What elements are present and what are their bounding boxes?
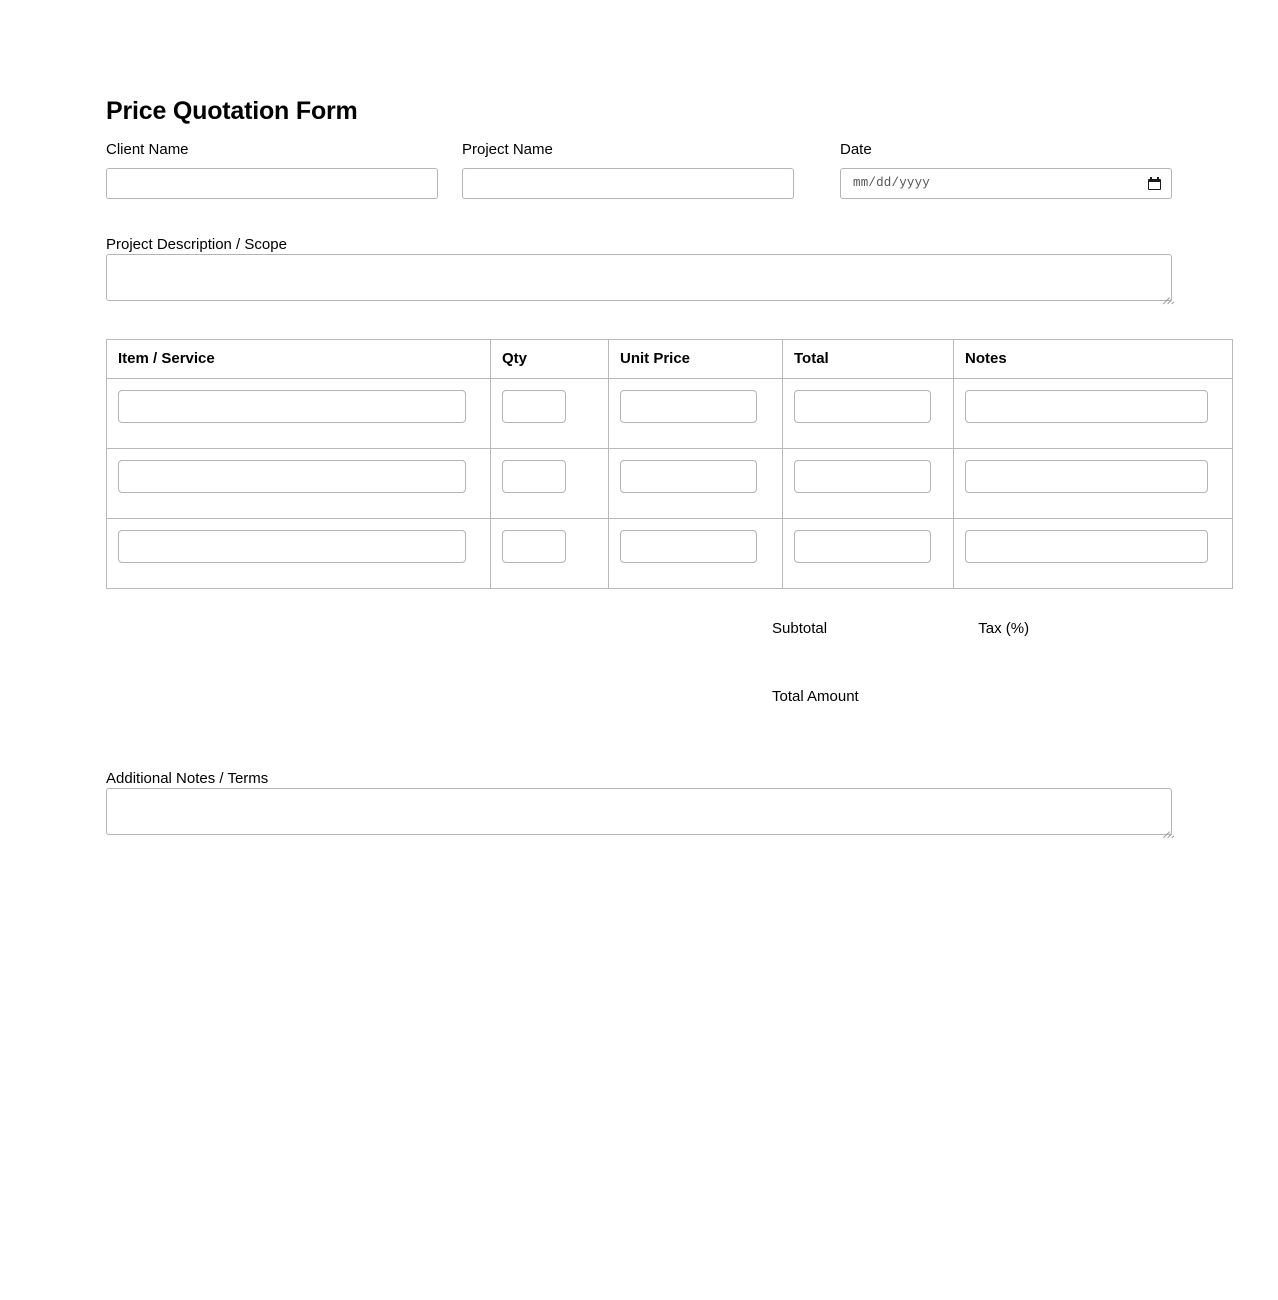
cell-notes (954, 448, 1233, 518)
table-row (107, 518, 1233, 588)
tax-label: Tax (%) (978, 619, 1030, 637)
row-3-unit-price-input[interactable] (620, 530, 757, 563)
date-label: Date (840, 140, 872, 158)
grand-total-row (106, 687, 1172, 706)
row-3-total-input[interactable] (794, 530, 931, 563)
row-1-qty-input[interactable] (502, 390, 566, 423)
line-items-head (107, 339, 1233, 378)
project-description-label: Project Description / Scope (106, 235, 287, 253)
cell-notes (954, 378, 1233, 448)
page-title: Price Quotation Form (106, 97, 358, 125)
row-1-unit-price-input[interactable] (620, 390, 757, 423)
cell-item (107, 378, 491, 448)
line-items-table (106, 339, 1233, 589)
table-row (107, 448, 1233, 518)
row-3-notes-input[interactable] (965, 530, 1208, 563)
row-2-total-input[interactable] (794, 460, 931, 493)
subtotal-label: Subtotal (772, 619, 828, 637)
row-2-item-input[interactable] (118, 460, 466, 493)
row-1-item-input[interactable] (118, 390, 466, 423)
date-placeholder-text: mm/dd/yyyy (853, 176, 931, 190)
client-name-field-group (106, 140, 438, 199)
column-header-notes: Notes (954, 339, 1233, 378)
totals-row (106, 619, 1172, 638)
table-row (107, 378, 1233, 448)
cell-qty (491, 378, 609, 448)
date-input[interactable] (840, 168, 1172, 199)
row-3-qty-input[interactable] (502, 530, 566, 563)
row-3-item-input[interactable] (118, 530, 466, 563)
row-2-unit-price-input[interactable] (620, 460, 757, 493)
cell-notes (954, 518, 1233, 588)
column-header-unit-price: Unit Price (609, 339, 783, 378)
column-header-qty: Qty (491, 339, 609, 378)
project-description-wrapper (106, 254, 1172, 301)
cell-unit-price (609, 448, 783, 518)
row-1-notes-input[interactable] (965, 390, 1208, 423)
additional-notes-wrapper (106, 788, 1172, 835)
client-name-label: Client Name (106, 140, 189, 158)
project-description-textarea[interactable] (106, 254, 1172, 301)
cell-total (783, 378, 954, 448)
client-name-input[interactable] (106, 168, 438, 199)
header-fields-row (106, 140, 1172, 199)
column-header-item: Item / Service (107, 339, 491, 378)
cell-total (783, 518, 954, 588)
line-items-body (107, 378, 1233, 588)
additional-notes-group (106, 769, 1172, 835)
date-field-group (840, 140, 1172, 199)
table-header-row (107, 339, 1233, 378)
column-header-total: Total (783, 339, 954, 378)
row-1-total-input[interactable] (794, 390, 931, 423)
cell-unit-price (609, 378, 783, 448)
cell-unit-price (609, 518, 783, 588)
additional-notes-label: Additional Notes / Terms (106, 769, 269, 787)
total-amount-label: Total Amount (772, 687, 859, 705)
cell-item (107, 448, 491, 518)
project-name-label: Project Name (462, 140, 553, 158)
cell-qty (491, 518, 609, 588)
project-description-group (106, 235, 1172, 301)
cell-total (783, 448, 954, 518)
additional-notes-textarea[interactable] (106, 788, 1172, 835)
cell-qty (491, 448, 609, 518)
cell-item (107, 518, 491, 588)
project-name-input[interactable] (462, 168, 794, 199)
row-2-qty-input[interactable] (502, 460, 566, 493)
row-2-notes-input[interactable] (965, 460, 1208, 493)
calendar-icon[interactable] (1148, 177, 1161, 190)
project-name-field-group (462, 140, 794, 199)
